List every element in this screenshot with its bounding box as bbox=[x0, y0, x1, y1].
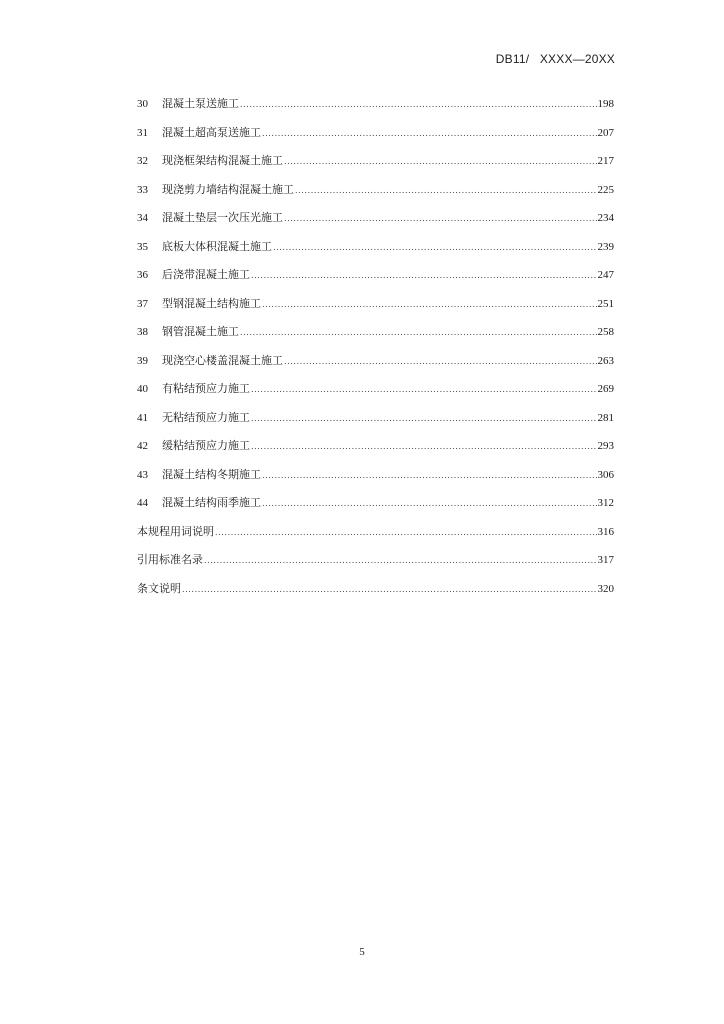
toc-entry-title: 条文说明 bbox=[137, 581, 181, 595]
toc-entry[interactable] bbox=[137, 318, 614, 347]
toc-dot-leader bbox=[215, 519, 597, 548]
toc-entry-page: 320 bbox=[597, 582, 614, 595]
toc-dot-leader bbox=[284, 205, 597, 234]
toc-entry-page: 217 bbox=[597, 155, 614, 167]
toc-entry[interactable] bbox=[137, 461, 614, 490]
toc-dot-leader bbox=[284, 148, 597, 177]
toc-entry-page: 247 bbox=[597, 269, 614, 281]
toc-entry[interactable] bbox=[137, 575, 614, 604]
toc-dot-leader bbox=[262, 291, 597, 320]
toc-entry-number: 32 bbox=[137, 155, 148, 167]
toc-entry[interactable] bbox=[137, 290, 614, 319]
toc-dot-leader bbox=[251, 376, 597, 405]
toc-entry-number: 38 bbox=[137, 326, 148, 338]
toc-entry-title: 混凝土结构冬期施工 bbox=[162, 467, 261, 481]
toc-entry-title: 现浇框架结构混凝土施工 bbox=[162, 154, 283, 167]
toc-entry-number: 31 bbox=[137, 126, 148, 139]
toc-entry-page: 258 bbox=[597, 326, 614, 338]
page-number: 5 bbox=[359, 946, 365, 958]
toc-entry-page: 306 bbox=[597, 468, 614, 481]
toc-entry-page: 263 bbox=[597, 354, 614, 367]
toc-dot-leader bbox=[273, 234, 597, 263]
toc-entry-title: 现浇空心楼盖混凝土施工 bbox=[162, 353, 283, 367]
toc-dot-leader bbox=[262, 120, 597, 149]
toc-dot-leader bbox=[251, 433, 597, 462]
toc-entry[interactable] bbox=[137, 176, 614, 205]
toc-entry-title: 混凝土垫层一次压光施工 bbox=[162, 211, 283, 224]
toc-entry-page: 269 bbox=[597, 383, 614, 395]
toc-entry[interactable] bbox=[137, 204, 614, 233]
toc-entry-number: 36 bbox=[137, 269, 148, 281]
toc-entry-number: 41 bbox=[137, 411, 148, 424]
toc-entry-number: 33 bbox=[137, 183, 148, 196]
toc-entry-page: 234 bbox=[597, 212, 614, 224]
toc-entry-page: 293 bbox=[597, 440, 614, 452]
toc-entry-title: 本规程用词说明 bbox=[137, 524, 214, 538]
toc-dot-leader bbox=[295, 177, 597, 206]
toc-dot-leader bbox=[284, 348, 597, 377]
toc-entry-title: 底板大体积混凝土施工 bbox=[162, 239, 272, 253]
toc-entry-number: 42 bbox=[137, 440, 148, 452]
toc-entry[interactable] bbox=[137, 432, 614, 461]
toc-entry[interactable] bbox=[137, 375, 614, 404]
toc-entry-title: 型钢混凝土结构施工 bbox=[162, 296, 261, 310]
toc-dot-leader bbox=[240, 91, 597, 120]
toc-entry[interactable] bbox=[137, 489, 614, 518]
toc-entry-page: 251 bbox=[597, 297, 614, 310]
toc-entry-title: 现浇剪力墙结构混凝土施工 bbox=[162, 182, 294, 196]
toc-entry[interactable] bbox=[137, 347, 614, 376]
toc-dot-leader bbox=[251, 405, 597, 434]
toc-entry-page: 281 bbox=[597, 411, 614, 424]
document-code-header: DB11/ XXXX—20XX bbox=[495, 52, 615, 66]
toc-dot-leader bbox=[182, 576, 597, 605]
toc-entry-page: 316 bbox=[597, 525, 614, 538]
toc-entry-title: 缓粘结预应力施工 bbox=[162, 439, 250, 452]
toc-entry-number: 37 bbox=[137, 297, 148, 310]
toc-entry-number: 30 bbox=[137, 98, 148, 110]
table-of-contents bbox=[137, 90, 614, 603]
toc-entry[interactable] bbox=[137, 119, 614, 148]
toc-entry-number: 34 bbox=[137, 212, 148, 224]
toc-entry-title: 混凝土泵送施工 bbox=[162, 97, 239, 110]
toc-entry-number: 39 bbox=[137, 354, 148, 367]
toc-entry[interactable] bbox=[137, 546, 614, 575]
toc-entry-number: 43 bbox=[137, 468, 148, 481]
toc-entry-page: 239 bbox=[597, 240, 614, 253]
toc-dot-leader bbox=[240, 319, 597, 348]
toc-entry[interactable] bbox=[137, 233, 614, 262]
toc-dot-leader bbox=[204, 547, 597, 576]
toc-entry-page: 207 bbox=[597, 126, 614, 139]
toc-entry-title: 无粘结预应力施工 bbox=[162, 410, 250, 424]
toc-dot-leader bbox=[262, 490, 597, 519]
toc-entry[interactable] bbox=[137, 90, 614, 119]
toc-entry[interactable] bbox=[137, 147, 614, 176]
toc-entry-title: 后浇带混凝土施工 bbox=[162, 268, 250, 281]
toc-entry-title: 有粘结预应力施工 bbox=[162, 382, 250, 395]
toc-entry-page: 225 bbox=[597, 183, 614, 196]
toc-entry[interactable] bbox=[137, 518, 614, 547]
toc-entry-title: 混凝土超高泵送施工 bbox=[162, 125, 261, 139]
toc-dot-leader bbox=[251, 262, 597, 291]
toc-entry[interactable] bbox=[137, 261, 614, 290]
toc-dot-leader bbox=[262, 462, 597, 491]
toc-entry-title: 钢管混凝土施工 bbox=[162, 325, 239, 338]
toc-entry[interactable] bbox=[137, 404, 614, 433]
toc-entry-number: 40 bbox=[137, 383, 148, 395]
toc-entry-number: 35 bbox=[137, 240, 148, 253]
toc-entry-page: 317 bbox=[597, 554, 614, 566]
toc-entry-page: 312 bbox=[597, 497, 614, 509]
toc-entry-title: 混凝土结构雨季施工 bbox=[162, 496, 261, 509]
toc-entry-page: 198 bbox=[597, 98, 614, 110]
toc-entry-number: 44 bbox=[137, 497, 148, 509]
toc-entry-title: 引用标准名录 bbox=[137, 553, 203, 566]
